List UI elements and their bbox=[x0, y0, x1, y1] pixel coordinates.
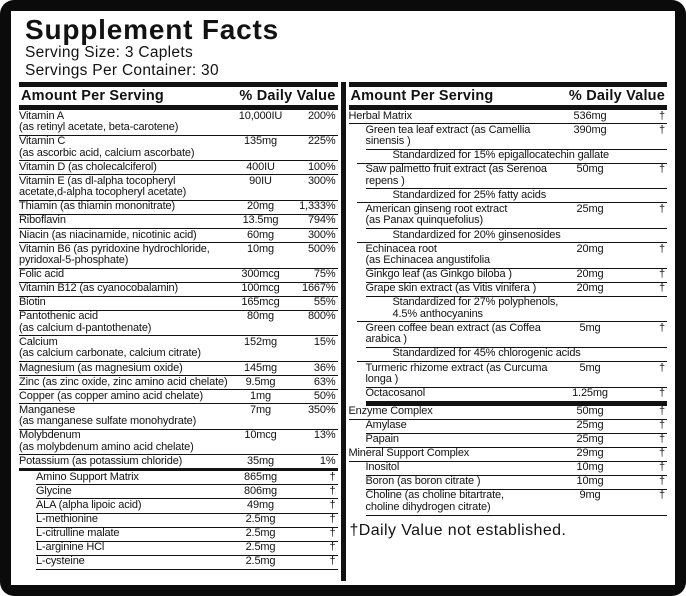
nutrient-row bbox=[36, 471, 338, 485]
nutrient-name: Pantothenic acid (as calcium d-pantothenate) bbox=[19, 311, 230, 334]
nutrient-row bbox=[366, 203, 668, 229]
nutrient-name: Vitamin E (as dl-alpha tocopheryl acetate,d-alpha tocopheryl acetate) bbox=[19, 176, 230, 199]
nutrient-name: L-arginine HCl bbox=[36, 541, 105, 554]
daily-value: 1% bbox=[319, 454, 336, 467]
daily-value: 300% bbox=[307, 174, 336, 187]
daily-value: † bbox=[659, 282, 665, 295]
amount-value: 5mg bbox=[579, 361, 601, 374]
nutrient-row bbox=[19, 430, 338, 456]
right-column bbox=[347, 82, 670, 581]
amount-value: 25mg bbox=[576, 433, 604, 446]
nutrient-name-detail: (as Panax quinquefolius) bbox=[365, 214, 483, 227]
nutrient-name: Amylase bbox=[365, 419, 407, 432]
nutrient-row bbox=[19, 175, 338, 201]
daily-value: † bbox=[659, 123, 665, 136]
nutrient-name: Vitamin D (as cholecalciferol) bbox=[19, 160, 157, 173]
daily-value: † bbox=[659, 489, 665, 502]
standardized-note-row bbox=[357, 150, 668, 164]
label-header bbox=[17, 14, 669, 79]
daily-value: 100% bbox=[307, 160, 336, 173]
daily-value: 225% bbox=[307, 135, 336, 148]
amount-value: 90IU bbox=[249, 174, 272, 187]
nutrient-row bbox=[19, 297, 338, 311]
nutrient-name: Vitamin A (as retinyl acetate, beta-carotene) bbox=[19, 111, 230, 134]
amount-value: 2.5mg bbox=[245, 527, 276, 540]
amount-value: 400IU bbox=[246, 160, 275, 173]
amount-value: 145mg bbox=[244, 361, 277, 374]
nutrient-row bbox=[19, 110, 338, 136]
amount-value: 13.5mg bbox=[242, 214, 279, 227]
amount-value: 20mg bbox=[576, 242, 604, 255]
nutrient-name: Calcium (as calcium carbonate, calcium citrate) bbox=[19, 337, 230, 360]
daily-value: 800% bbox=[307, 310, 336, 323]
daily-value: † bbox=[659, 163, 665, 176]
amount-value: 60mg bbox=[247, 228, 274, 241]
right-rows bbox=[349, 110, 668, 515]
daily-value-header: % Daily Value bbox=[239, 88, 336, 105]
amount-value: 1.25mg bbox=[572, 387, 608, 400]
daily-value: † bbox=[659, 405, 665, 418]
amount-value: 10mcg bbox=[244, 429, 277, 442]
nutrient-name: Papain bbox=[365, 433, 399, 446]
daily-value: † bbox=[659, 387, 665, 400]
amount-value: 9.5mg bbox=[245, 375, 276, 388]
amount-value: 390mg bbox=[573, 123, 607, 136]
nutrient-row bbox=[36, 485, 338, 499]
nutrient-name-detail: choline dihydrogen citrate) bbox=[365, 500, 491, 513]
nutrient-row bbox=[36, 542, 338, 556]
amount-per-serving-header: Amount Per Serving bbox=[21, 88, 164, 105]
nutrient-name-detail: (as retinyl acetate, beta-carotene) bbox=[19, 121, 179, 134]
amount-value: 5mg bbox=[579, 321, 601, 334]
daily-value: † bbox=[659, 461, 665, 474]
nutrient-row bbox=[366, 462, 668, 476]
daily-value: † bbox=[329, 527, 336, 540]
nutrient-row bbox=[19, 455, 338, 471]
nutrient-name: Zinc (as zinc oxide, zinc amino acid chelate) bbox=[19, 375, 228, 388]
daily-value: † bbox=[329, 513, 336, 526]
nutrient-row bbox=[366, 420, 668, 434]
daily-value: † bbox=[659, 447, 665, 460]
nutrient-name: Magnesium (as magnesium oxide) bbox=[19, 361, 183, 374]
nutrient-row bbox=[366, 388, 668, 406]
nutrient-row bbox=[366, 434, 668, 448]
nutrient-name: Octacosanol bbox=[365, 387, 425, 400]
nutrient-name: Standardized for 20% ginsenosides bbox=[392, 228, 561, 241]
daily-value: 1667% bbox=[301, 282, 336, 295]
daily-value: 794% bbox=[307, 214, 336, 227]
nutrient-name: Copper (as copper amino acid chelate) bbox=[19, 389, 203, 402]
daily-value: 13% bbox=[313, 429, 336, 442]
left-column bbox=[17, 82, 340, 581]
amount-value: 10mg bbox=[576, 461, 604, 474]
amount-value: 135mg bbox=[244, 135, 277, 148]
amount-value: 20mg bbox=[576, 282, 604, 295]
serving-size: Serving Size: 3 Caplets bbox=[25, 44, 194, 62]
nutrient-row bbox=[36, 499, 338, 513]
amount-value: 2.5mg bbox=[245, 513, 276, 526]
nutrient-row bbox=[19, 336, 338, 362]
amount-value: 25mg bbox=[576, 202, 604, 215]
amount-value: 20mg bbox=[247, 200, 274, 213]
nutrient-name: L-methionine bbox=[36, 513, 98, 526]
amount-value: 152mg bbox=[244, 335, 277, 348]
right-column-header bbox=[349, 82, 668, 110]
amount-value: 865mg bbox=[244, 470, 277, 483]
amount-per-serving-header: Amount Per Serving bbox=[350, 88, 494, 105]
nutrient-name: L-cysteine bbox=[36, 555, 85, 568]
amount-value: 9mg bbox=[579, 489, 601, 502]
daily-value-header: % Daily Value bbox=[568, 88, 665, 105]
nutrient-row bbox=[19, 269, 338, 283]
nutrient-name: Riboflavin bbox=[19, 214, 66, 227]
nutrient-name: Biotin bbox=[19, 296, 46, 309]
nutrient-name: Echinacea root (as Echinacea angustifolia bbox=[366, 244, 560, 267]
daily-value: † bbox=[659, 361, 665, 374]
nutrient-name-detail: (as Echinacea angustifolia bbox=[365, 254, 491, 267]
nutrient-row bbox=[19, 404, 338, 430]
amount-value: 35mg bbox=[247, 454, 274, 467]
amount-value: 806mg bbox=[244, 484, 277, 497]
daily-value: † bbox=[329, 470, 336, 483]
amount-value: 536mg bbox=[573, 109, 607, 122]
nutrient-name: Vitamin C (as ascorbic acid, calcium ascorbate) bbox=[19, 136, 230, 159]
nutrient-row bbox=[19, 201, 338, 215]
nutrient-row bbox=[19, 311, 338, 337]
daily-value: 350% bbox=[307, 403, 336, 416]
daily-value: † bbox=[329, 541, 336, 554]
nutrient-name-detail: (as ascorbic acid, calcium ascorbate) bbox=[19, 146, 195, 159]
nutrient-row bbox=[19, 376, 338, 390]
nutrient-name-detail: 4.5% anthocyanins bbox=[392, 307, 483, 320]
nutrient-name: Choline (as choline bitartrate, choline dihydrogen citrate) bbox=[366, 490, 560, 513]
amount-value: 50mg bbox=[576, 405, 604, 418]
nutrient-row bbox=[19, 136, 338, 162]
daily-value: † bbox=[659, 109, 665, 122]
standardized-note-row bbox=[357, 297, 668, 323]
daily-value: † bbox=[659, 268, 665, 281]
nutrient-name: Grape skin extract (as Vitis vinifera ) bbox=[365, 282, 537, 295]
amount-value: 165mcg bbox=[241, 296, 280, 309]
nutrient-row bbox=[19, 161, 338, 175]
nutrient-name: Herbal Matrix bbox=[348, 109, 412, 122]
left-column-header bbox=[19, 82, 338, 110]
daily-value: † bbox=[659, 419, 665, 432]
daily-value: † bbox=[329, 555, 336, 568]
nutrient-name: Ginkgo leaf (as Ginkgo biloba ) bbox=[365, 268, 512, 281]
nutrient-row bbox=[19, 243, 338, 269]
nutrient-row bbox=[19, 229, 338, 243]
amount-value: 1mg bbox=[250, 389, 271, 402]
daily-value: 500% bbox=[307, 242, 336, 255]
nutrient-name: Folic acid bbox=[19, 268, 64, 281]
nutrient-name: Potassium (as potassium chloride) bbox=[19, 454, 183, 467]
standardized-note-row bbox=[357, 229, 668, 243]
daily-value: † bbox=[659, 202, 665, 215]
nutrient-name: American ginseng root extract (as Panax quinquefolius) bbox=[366, 204, 560, 227]
standardized-note-row bbox=[357, 348, 668, 362]
daily-value: 15% bbox=[313, 335, 336, 348]
left-rows bbox=[19, 110, 338, 570]
nutrient-row bbox=[36, 556, 338, 570]
daily-value: † bbox=[659, 433, 665, 446]
nutrient-name-detail: (as calcium d-pantothenate) bbox=[19, 321, 152, 334]
daily-value: 55% bbox=[313, 296, 336, 309]
amount-value: 80mg bbox=[247, 310, 274, 323]
nutrient-row bbox=[366, 164, 668, 190]
nutrient-row bbox=[349, 448, 668, 462]
nutrient-name: Enzyme Complex bbox=[348, 405, 433, 418]
daily-value: 36% bbox=[313, 361, 336, 374]
nutrient-row bbox=[19, 362, 338, 376]
nutrient-name-detail: (as molybdenum amino acid chelate) bbox=[19, 440, 194, 453]
nutrient-name: L-citrulline malate bbox=[36, 527, 120, 540]
nutrient-row bbox=[366, 490, 668, 516]
amount-value: 2.5mg bbox=[245, 541, 276, 554]
nutrient-name-detail: pyridoxal-5-phosphate) bbox=[19, 254, 129, 267]
nutrient-name: Molybdenum (as molybdenum amino acid chelate) bbox=[19, 430, 230, 453]
amount-value: 7mg bbox=[250, 403, 271, 416]
nutrient-row bbox=[366, 322, 668, 348]
supplement-facts-label bbox=[9, 9, 677, 587]
amount-value: 20mg bbox=[576, 268, 604, 281]
nutrient-name: Green tea leaf extract (as Camellia sinensis ) bbox=[365, 123, 531, 148]
nutrient-name: Manganese (as manganese sulfate monohydrate) bbox=[19, 405, 230, 428]
daily-value: 50% bbox=[313, 389, 336, 402]
nutrient-name: Vitamin B6 (as pyridoxine hydrochloride, pyridoxal-5-phosphate) bbox=[19, 244, 230, 267]
amount-value: 300mcg bbox=[241, 268, 280, 281]
nutrient-name: Glycine bbox=[36, 484, 72, 497]
nutrient-name-detail: acetate,d-alpha tocopheryl acetate) bbox=[19, 186, 187, 199]
nutrient-row bbox=[366, 283, 668, 297]
nutrient-row bbox=[366, 243, 668, 269]
nutrient-row bbox=[366, 124, 668, 150]
amount-value: 10mg bbox=[576, 475, 604, 488]
nutrient-name: Standardized for 27% polyphenols, 4.5% anthocyanins bbox=[357, 297, 668, 320]
nutrient-name: Standardized for 25% fatty acids bbox=[392, 188, 547, 201]
nutrient-name: Saw palmetto fruit extract (as Serenoa repens ) bbox=[365, 163, 547, 187]
nutrient-row bbox=[366, 269, 668, 283]
daily-value: † bbox=[329, 498, 336, 511]
nutrient-row bbox=[349, 406, 668, 420]
nutrient-name: Niacin (as niacinamide, nicotinic acid) bbox=[19, 228, 197, 241]
nutrient-row bbox=[366, 362, 668, 388]
daily-value: 1,333% bbox=[299, 200, 336, 213]
daily-value: † bbox=[659, 242, 665, 255]
daily-value: † bbox=[329, 484, 336, 497]
nutrient-name: Green coffee bean extract (as Coffea arabica ) bbox=[365, 321, 541, 346]
amount-value: 29mg bbox=[576, 447, 604, 460]
nutrient-name: Thiamin (as thiamin mononitrate) bbox=[19, 200, 175, 213]
daily-value: † bbox=[659, 475, 665, 488]
standardized-note-row bbox=[357, 189, 668, 203]
nutrient-row bbox=[19, 215, 338, 229]
daily-value: 300% bbox=[307, 228, 336, 241]
amount-value: 10,000IU bbox=[238, 109, 283, 122]
nutrient-name: Vitamin B12 (as cyanocobalamin) bbox=[19, 282, 179, 295]
nutrient-row bbox=[36, 514, 338, 528]
daily-value: † bbox=[659, 321, 665, 334]
nutrient-name: ALA (alpha lipoic acid) bbox=[36, 498, 142, 511]
daily-value-footnote: †Daily Value not established. bbox=[349, 521, 567, 539]
nutrient-row bbox=[349, 110, 668, 124]
nutrient-row bbox=[19, 390, 338, 404]
amount-value: 49mg bbox=[247, 498, 274, 511]
nutrient-row bbox=[36, 528, 338, 542]
daily-value: 75% bbox=[313, 268, 336, 281]
nutrient-name-detail: (as calcium carbonate, calcium citrate) bbox=[19, 347, 201, 360]
servings-per-container: Servings Per Container: 30 bbox=[25, 61, 219, 79]
nutrient-name: Amino Support Matrix bbox=[36, 470, 139, 483]
nutrient-name: Boron (as boron citrate ) bbox=[365, 475, 481, 488]
daily-value: 200% bbox=[307, 109, 336, 122]
nutrient-row bbox=[366, 476, 668, 490]
nutrient-name-detail: (as manganese sulfate monohydrate) bbox=[19, 415, 197, 428]
nutrient-name: Standardized for 45% chlorogenic acids bbox=[392, 347, 581, 360]
page-title: Supplement Facts bbox=[25, 14, 279, 45]
amount-value: 10mg bbox=[247, 242, 274, 255]
nutrient-row bbox=[19, 283, 338, 297]
amount-value: 50mg bbox=[576, 163, 604, 176]
nutrient-name: Inositol bbox=[365, 461, 400, 474]
daily-value: 63% bbox=[313, 375, 336, 388]
nutrient-name: Mineral Support Complex bbox=[348, 447, 470, 460]
nutrient-name: Turmeric rhizome extract (as Curcuma longa ) bbox=[365, 361, 548, 386]
column-divider bbox=[341, 82, 346, 581]
amount-value: 2.5mg bbox=[245, 555, 276, 568]
columns-container bbox=[17, 82, 669, 581]
amount-value: 25mg bbox=[576, 419, 604, 432]
amount-value: 100mcg bbox=[241, 282, 280, 295]
nutrient-name: Standardized for 15% epigallocatechin gallate bbox=[392, 149, 609, 162]
